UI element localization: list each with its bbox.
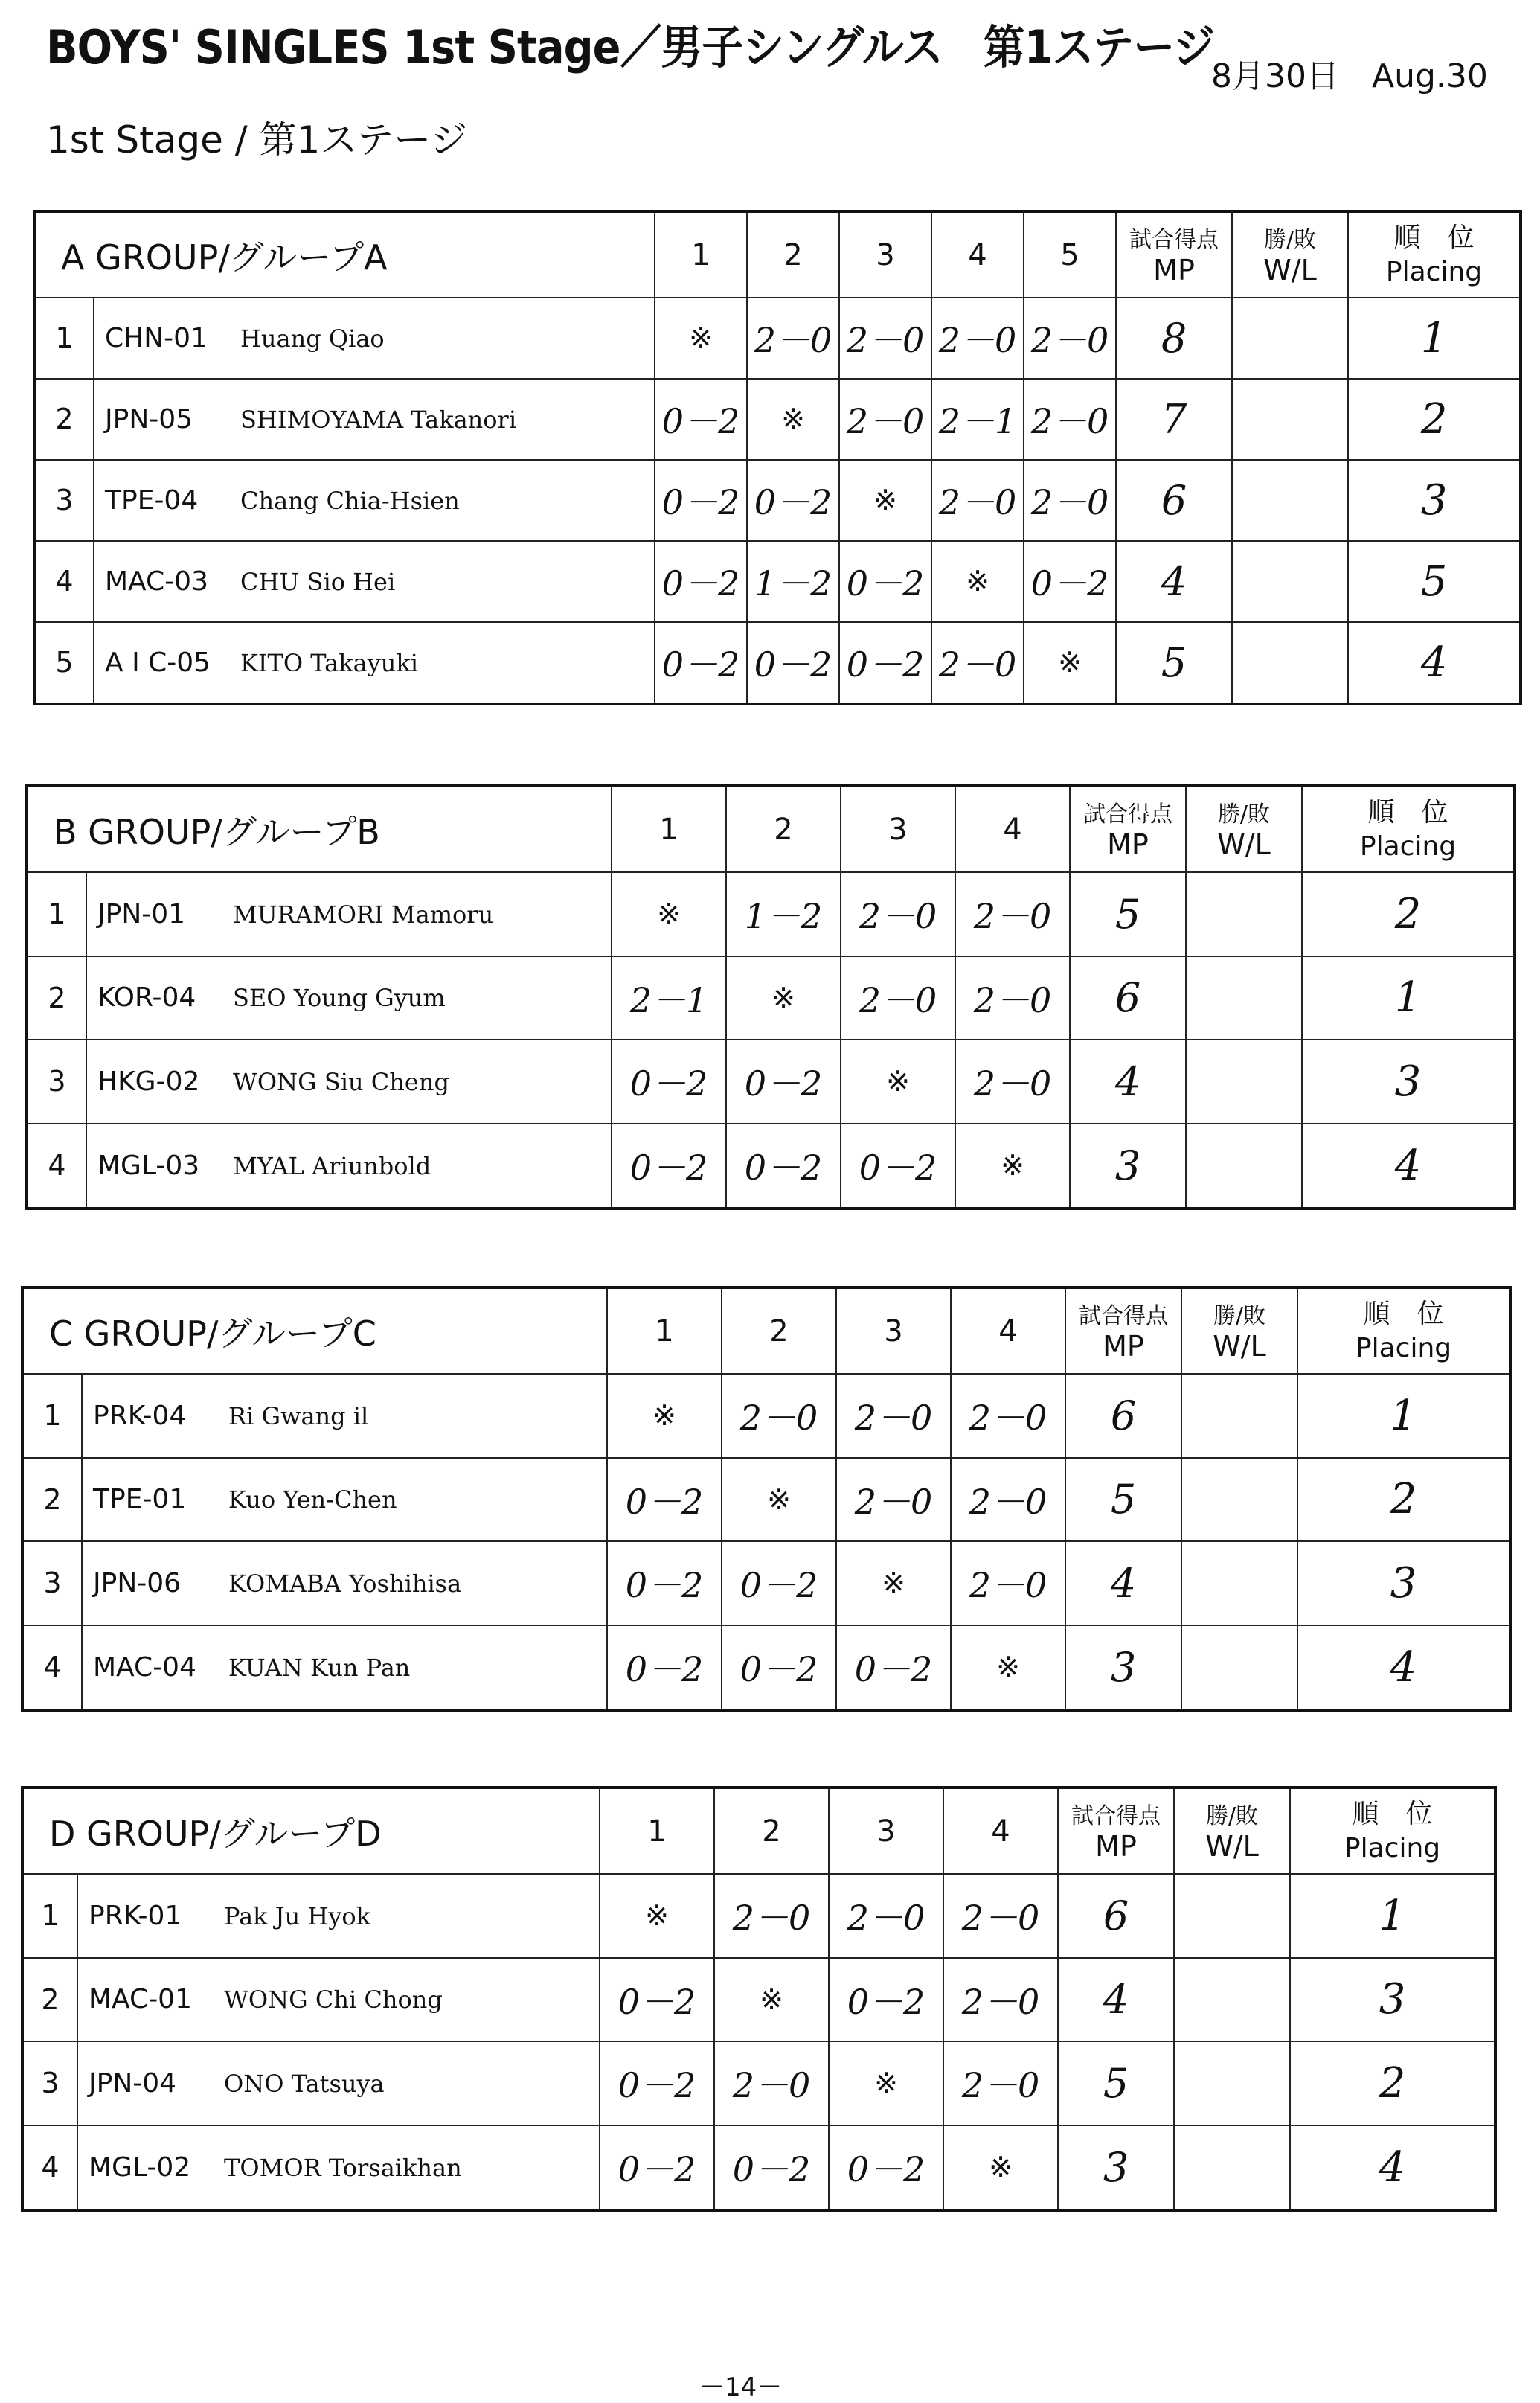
match-points: 3: [1065, 1625, 1181, 1710]
win-loss: [1232, 460, 1348, 541]
player-code: KOR-04: [97, 982, 196, 1014]
row-number: 5: [34, 622, 94, 705]
column-number: 1: [612, 786, 726, 872]
column-number: 4: [951, 1287, 1065, 1374]
player-code: MGL-02: [89, 2151, 191, 2183]
match-score: 2－0: [955, 956, 1070, 1040]
group-b-table: [25, 784, 1516, 1210]
wl-header-jp: 勝/敗: [1213, 1302, 1266, 1329]
wl-header-jp: 勝/敗: [1217, 801, 1271, 828]
table-row: [22, 1625, 1510, 1710]
column-number: 3: [829, 1788, 943, 1874]
column-number: 1: [655, 211, 747, 298]
player-cell: [82, 1541, 607, 1625]
column-number: 2: [726, 786, 841, 872]
placing-header-en: Placing: [1355, 1332, 1452, 1363]
placing-header: [1302, 786, 1515, 872]
win-loss: [1232, 541, 1348, 622]
row-number: 2: [34, 379, 94, 460]
self-mark: ※: [955, 1124, 1070, 1209]
wl-header: [1186, 786, 1302, 872]
mp-header-en: MP: [1095, 1829, 1137, 1863]
match-score: 0－2: [607, 1458, 722, 1542]
player-code: MAC-01: [89, 1984, 192, 2015]
mp-header: [1116, 211, 1232, 298]
player-code: JPN-05: [105, 403, 193, 435]
group-d-table: [21, 1786, 1497, 2212]
match-points: 6: [1065, 1374, 1181, 1458]
player-code: JPN-06: [93, 1567, 182, 1599]
match-score: 2－0: [714, 1874, 829, 1958]
match-score: 0－2: [612, 1040, 726, 1124]
placing-header: [1290, 1788, 1495, 1874]
row-number: 3: [34, 460, 94, 541]
player-name: WONG Siu Cheng: [233, 1067, 449, 1096]
match-score: 0－2: [839, 541, 931, 622]
placing-header: [1297, 1287, 1510, 1374]
placing: 3: [1302, 1040, 1515, 1124]
placing: 2: [1348, 379, 1521, 460]
placing: 3: [1348, 460, 1521, 541]
mp-header-en: MP: [1153, 253, 1195, 287]
table-row: [22, 2125, 1495, 2210]
placing: 1: [1297, 1374, 1510, 1458]
self-mark: ※: [747, 379, 839, 460]
match-score: 0－2: [841, 1124, 955, 1209]
self-mark: ※: [600, 1874, 714, 1958]
wl-header: [1174, 1788, 1290, 1874]
win-loss: [1174, 2125, 1290, 2210]
player-name: SEO Young Gyum: [233, 984, 446, 1013]
win-loss: [1174, 2041, 1290, 2125]
row-number: 1: [22, 1874, 77, 1958]
row-number: 4: [22, 2125, 77, 2210]
column-number: 3: [836, 1287, 951, 1374]
mp-header-jp: 試合得点: [1079, 1302, 1168, 1329]
match-points: 8: [1116, 298, 1232, 379]
match-score: 1－2: [747, 541, 839, 622]
match-score: 2－0: [1024, 298, 1116, 379]
player-cell: [77, 1874, 600, 1958]
table-row: [22, 1458, 1510, 1542]
match-points: 5: [1058, 2041, 1174, 2125]
player-cell: [94, 460, 655, 541]
win-loss: [1174, 1958, 1290, 2042]
column-number: 3: [839, 211, 931, 298]
win-loss: [1186, 1040, 1302, 1124]
table-row: [22, 1541, 1510, 1625]
row-number: 4: [34, 541, 94, 622]
self-mark: ※: [829, 2041, 943, 2125]
group-c-table: [21, 1286, 1512, 1712]
match-score: 0－2: [1024, 541, 1116, 622]
match-score: 1－2: [726, 872, 841, 956]
win-loss: [1232, 379, 1348, 460]
match-score: 0－2: [600, 2125, 714, 2210]
row-number: 1: [34, 298, 94, 379]
placing: 4: [1348, 622, 1521, 705]
match-score: 0－2: [714, 2125, 829, 2210]
match-score: 0－2: [722, 1625, 836, 1710]
column-number: 1: [607, 1287, 722, 1374]
player-cell: [94, 622, 655, 705]
match-score: 0－2: [655, 622, 747, 705]
match-score: 0－2: [607, 1541, 722, 1625]
player-code: PRK-01: [89, 1900, 182, 1931]
mp-header: [1058, 1788, 1174, 1874]
player-code: JPN-01: [97, 898, 186, 929]
wl-header-jp: 勝/敗: [1205, 1802, 1259, 1829]
match-score: 0－2: [655, 460, 747, 541]
table-row: [27, 1124, 1515, 1209]
column-number: 5: [1024, 211, 1116, 298]
match-score: 2－0: [1024, 379, 1116, 460]
column-number: 1: [600, 1788, 714, 1874]
table-row: [22, 2041, 1495, 2125]
player-code: MGL-03: [97, 1150, 200, 1181]
wl-header-en: W/L: [1205, 1829, 1259, 1863]
wl-header-en: W/L: [1213, 1329, 1266, 1363]
match-score: 2－0: [943, 2041, 1058, 2125]
placing: 4: [1290, 2125, 1495, 2210]
player-name: ONO Tatsuya: [224, 2069, 385, 2098]
player-code: TPE-04: [105, 484, 199, 516]
page-number: －14－: [699, 2372, 783, 2402]
stage-subtitle: 1st Stage / 第1ステージ: [46, 118, 468, 161]
match-points: 5: [1065, 1458, 1181, 1542]
self-mark: ※: [839, 460, 931, 541]
row-number: 3: [22, 2041, 77, 2125]
win-loss: [1186, 1124, 1302, 1209]
match-points: 4: [1070, 1040, 1186, 1124]
row-number: 1: [22, 1374, 82, 1458]
column-number: 3: [841, 786, 955, 872]
placing: 3: [1290, 1958, 1495, 2042]
self-mark: ※: [1024, 622, 1116, 705]
match-score: 0－2: [829, 2125, 943, 2210]
player-name: TOMOR Torsaikhan: [224, 2153, 462, 2182]
match-score: 2－0: [836, 1374, 951, 1458]
match-score: 2－0: [722, 1374, 836, 1458]
placing-header-en: Placing: [1385, 256, 1483, 287]
match-score: 2－0: [841, 872, 955, 956]
match-score: 0－2: [607, 1625, 722, 1710]
wl-header: [1232, 211, 1348, 298]
group-header-row: [22, 1287, 1510, 1374]
wl-header: [1181, 1287, 1297, 1374]
player-cell: [82, 1374, 607, 1458]
column-number: 2: [747, 211, 839, 298]
mp-header-jp: 試合得点: [1083, 801, 1172, 828]
match-score: 2－0: [747, 298, 839, 379]
match-score: 2－0: [841, 956, 955, 1040]
placing: 3: [1297, 1541, 1510, 1625]
player-cell: [86, 956, 612, 1040]
player-name: MYAL Ariunbold: [233, 1151, 431, 1180]
placing: 2: [1290, 2041, 1495, 2125]
self-mark: ※: [714, 1958, 829, 2042]
row-number: 2: [22, 1458, 82, 1542]
group-name: D GROUP/グループD: [22, 1788, 600, 1874]
column-number: 4: [943, 1788, 1058, 1874]
match-points: 6: [1070, 956, 1186, 1040]
self-mark: ※: [722, 1458, 836, 1542]
self-mark: ※: [726, 956, 841, 1040]
player-name: Kuo Yen-Chen: [228, 1485, 397, 1514]
win-loss: [1232, 622, 1348, 705]
match-score: 0－2: [726, 1124, 841, 1209]
win-loss: [1186, 956, 1302, 1040]
player-name: KOMABA Yoshihisa: [228, 1569, 462, 1598]
player-cell: [94, 298, 655, 379]
match-score: 2－0: [955, 872, 1070, 956]
player-code: MAC-03: [105, 566, 208, 597]
match-score: 2－0: [951, 1374, 1065, 1458]
match-score: 2－0: [839, 298, 931, 379]
match-score: 2－0: [955, 1040, 1070, 1124]
match-score: 2－0: [943, 1958, 1058, 2042]
group-name: B GROUP/グループB: [27, 786, 612, 872]
table-row: [34, 541, 1521, 622]
self-mark: ※: [607, 1374, 722, 1458]
mp-header: [1065, 1287, 1181, 1374]
group-header-row: [27, 786, 1515, 872]
table-row: [27, 956, 1515, 1040]
match-score: 0－2: [839, 622, 931, 705]
table-row: [27, 1040, 1515, 1124]
match-points: 4: [1058, 1958, 1174, 2042]
self-mark: ※: [943, 2125, 1058, 2210]
match-score: 2－0: [839, 379, 931, 460]
wl-header-jp: 勝/敗: [1263, 226, 1317, 253]
row-number: 2: [27, 956, 86, 1040]
match-score: 0－2: [726, 1040, 841, 1124]
placing: 4: [1297, 1625, 1510, 1710]
self-mark: ※: [655, 298, 747, 379]
match-score: 0－2: [600, 2041, 714, 2125]
row-number: 2: [22, 1958, 77, 2042]
win-loss: [1186, 872, 1302, 956]
event-date: 8月30日 Aug.30: [1211, 57, 1488, 95]
table-row: [34, 379, 1521, 460]
match-score: 2－0: [1024, 460, 1116, 541]
match-points: 6: [1058, 1874, 1174, 1958]
mp-header-en: MP: [1107, 828, 1149, 861]
player-cell: [86, 872, 612, 956]
match-points: 4: [1116, 541, 1232, 622]
group-header-row: [34, 211, 1521, 298]
table-row: [34, 460, 1521, 541]
player-name: MURAMORI Mamoru: [233, 900, 494, 929]
mp-header-jp: 試合得点: [1071, 1802, 1161, 1829]
row-number: 4: [22, 1625, 82, 1710]
placing: 1: [1348, 298, 1521, 379]
table-row: [22, 1874, 1495, 1958]
column-number: 4: [931, 211, 1024, 298]
match-points: 4: [1065, 1541, 1181, 1625]
wl-header-en: W/L: [1217, 828, 1271, 861]
page-title: BOYS' SINGLES 1st Stage／男子シングルス 第1ステージ: [46, 20, 1215, 74]
placing-header-jp: 順 位: [1352, 1798, 1433, 1829]
win-loss: [1232, 298, 1348, 379]
player-cell: [77, 2125, 600, 2210]
player-cell: [86, 1124, 612, 1209]
match-points: 7: [1116, 379, 1232, 460]
player-name: Chang Chia-Hsien: [240, 486, 460, 515]
player-name: Huang Qiao: [240, 324, 385, 353]
group-header-row: [22, 1788, 1495, 1874]
placing-header-en: Placing: [1359, 831, 1457, 862]
match-points: 6: [1116, 460, 1232, 541]
placing-header-jp: 順 位: [1367, 796, 1448, 828]
placing-header-jp: 順 位: [1363, 1298, 1444, 1329]
match-score: 0－2: [747, 622, 839, 705]
player-name: KITO Takayuki: [240, 648, 419, 677]
placing: 1: [1290, 1874, 1495, 1958]
self-mark: ※: [931, 541, 1024, 622]
player-code: JPN-04: [89, 2067, 177, 2099]
player-code: MAC-04: [93, 1651, 196, 1683]
match-points: 5: [1070, 872, 1186, 956]
player-name: SHIMOYAMA Takanori: [240, 405, 517, 434]
player-cell: [77, 2041, 600, 2125]
self-mark: ※: [612, 872, 726, 956]
win-loss: [1181, 1458, 1297, 1542]
player-cell: [82, 1458, 607, 1542]
column-number: 2: [714, 1788, 829, 1874]
match-points: 5: [1116, 622, 1232, 705]
player-name: CHU Sio Hei: [240, 567, 396, 596]
win-loss: [1181, 1625, 1297, 1710]
column-number: 2: [722, 1287, 836, 1374]
match-score: 0－2: [600, 1958, 714, 2042]
player-cell: [94, 541, 655, 622]
match-score: 0－2: [836, 1625, 951, 1710]
match-score: 2－0: [951, 1458, 1065, 1542]
win-loss: [1181, 1374, 1297, 1458]
table-row: [34, 298, 1521, 379]
match-points: 3: [1070, 1124, 1186, 1209]
player-cell: [94, 379, 655, 460]
match-score: 2－0: [951, 1541, 1065, 1625]
player-code: TPE-01: [93, 1484, 187, 1515]
row-number: 3: [22, 1541, 82, 1625]
player-name: WONG Chi Chong: [224, 1986, 443, 2015]
group-name: A GROUP/グループA: [34, 211, 655, 298]
player-code: A I C-05: [105, 647, 211, 678]
match-score: 0－2: [655, 541, 747, 622]
mp-header-en: MP: [1103, 1329, 1144, 1363]
match-score: 2－0: [931, 298, 1024, 379]
match-score: 0－2: [655, 379, 747, 460]
player-cell: [82, 1625, 607, 1710]
mp-header-jp: 試合得点: [1129, 226, 1219, 253]
placing: 2: [1302, 872, 1515, 956]
table-row: [22, 1958, 1495, 2042]
match-score: 2－1: [612, 956, 726, 1040]
group-name: C GROUP/グループC: [22, 1287, 607, 1374]
mp-header: [1070, 786, 1186, 872]
placing: 4: [1302, 1124, 1515, 1209]
placing-header-en: Placing: [1344, 1832, 1441, 1863]
placing: 5: [1348, 541, 1521, 622]
win-loss: [1174, 1874, 1290, 1958]
match-points: 3: [1058, 2125, 1174, 2210]
row-number: 4: [27, 1124, 86, 1209]
self-mark: ※: [841, 1040, 955, 1124]
table-row: [27, 872, 1515, 956]
self-mark: ※: [836, 1541, 951, 1625]
match-score: 2－0: [714, 2041, 829, 2125]
placing-header-jp: 順 位: [1393, 222, 1475, 253]
player-code: CHN-01: [105, 322, 208, 353]
match-score: 2－1: [931, 379, 1024, 460]
player-cell: [77, 1958, 600, 2042]
win-loss: [1181, 1541, 1297, 1625]
match-score: 2－0: [836, 1458, 951, 1542]
placing: 2: [1297, 1458, 1510, 1542]
match-score: 0－2: [829, 1958, 943, 2042]
player-code: PRK-04: [93, 1400, 187, 1431]
match-score: 2－0: [931, 460, 1024, 541]
player-name: Pak Ju Hyok: [224, 1901, 370, 1930]
match-score: 2－0: [931, 622, 1024, 705]
placing-header: [1348, 211, 1521, 298]
player-code: HKG-02: [97, 1066, 200, 1097]
column-number: 4: [955, 786, 1070, 872]
placing: 1: [1302, 956, 1515, 1040]
table-row: [34, 622, 1521, 705]
group-a-table: [33, 210, 1522, 705]
table-row: [22, 1374, 1510, 1458]
match-score: 2－0: [829, 1874, 943, 1958]
match-score: 0－2: [747, 460, 839, 541]
match-score: 0－2: [612, 1124, 726, 1209]
row-number: 3: [27, 1040, 86, 1124]
player-name: KUAN Kun Pan: [228, 1653, 411, 1682]
wl-header-en: W/L: [1263, 253, 1317, 287]
player-name: Ri Gwang il: [228, 1401, 369, 1430]
match-score: 2－0: [943, 1874, 1058, 1958]
self-mark: ※: [951, 1625, 1065, 1710]
player-cell: [86, 1040, 612, 1124]
row-number: 1: [27, 872, 86, 956]
match-score: 0－2: [722, 1541, 836, 1625]
